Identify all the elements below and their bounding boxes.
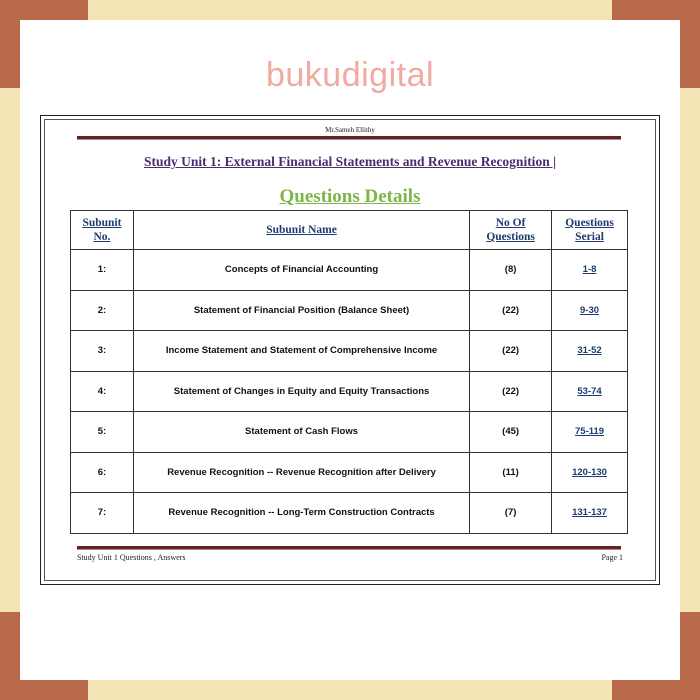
question-count-cell: (22) [470, 331, 552, 372]
subunit-name-cell: Statement of Cash Flows [133, 412, 469, 453]
table-row [71, 250, 628, 291]
question-serial-link[interactable]: 53-74 [552, 371, 628, 412]
header-questions-serial-line1: Questions [565, 217, 614, 229]
subunit-no-cell: 2: [71, 290, 134, 331]
header-no-of-questions [470, 211, 552, 250]
watermark-brand: bukudigital [265, 56, 435, 94]
table-row [71, 493, 628, 534]
question-count-cell: (8) [470, 250, 552, 291]
table-row [71, 331, 628, 372]
document-page [40, 115, 660, 585]
subunit-name-cell: Revenue Recognition -- Long-Term Construction Contracts [133, 493, 469, 534]
table-row [71, 452, 628, 493]
question-count-cell: (11) [470, 452, 552, 493]
subunit-name-cell: Concepts of Financial Accounting [133, 250, 469, 291]
image-card [20, 20, 680, 680]
question-serial-link[interactable]: 120-130 [552, 452, 628, 493]
header-subunit-no [71, 211, 134, 250]
subunit-no-cell: 1: [71, 250, 134, 291]
table-row [71, 371, 628, 412]
header-questions-serial [552, 211, 628, 250]
subunit-name-cell: Revenue Recognition -- Revenue Recognition after Delivery [133, 452, 469, 493]
subunit-no-cell: 6: [71, 452, 134, 493]
header-no-of-questions-line1: No Of [495, 217, 526, 229]
question-serial-link[interactable]: 31-52 [552, 331, 628, 372]
question-serial-link[interactable]: 75-119 [552, 412, 628, 453]
subunit-name-cell: Statement of Financial Position (Balance Sheet) [133, 290, 469, 331]
question-serial-link[interactable]: 9-30 [552, 290, 628, 331]
question-count-cell: (22) [470, 371, 552, 412]
question-serial-link[interactable]: 1-8 [552, 250, 628, 291]
footer-section-label: Study Unit 1 Questions , Answers [77, 553, 186, 562]
question-count-cell: (7) [470, 493, 552, 534]
questions-table [70, 210, 628, 534]
header-rule [77, 136, 621, 140]
document-subtitle: Questions Details [279, 186, 421, 207]
footer-rule [77, 546, 621, 550]
header-subunit-no-line2: No. [93, 231, 111, 243]
question-count-cell: (45) [470, 412, 552, 453]
footer-page-number: Page 1 [601, 553, 623, 562]
header-questions-serial-line2: Serial [575, 231, 604, 243]
table-row [71, 412, 628, 453]
question-count-cell: (22) [470, 290, 552, 331]
subunit-no-cell: 5: [71, 412, 134, 453]
subunit-no-cell: 7: [71, 493, 134, 534]
table-header-row [71, 211, 628, 250]
subunit-no-cell: 4: [71, 371, 134, 412]
document-title: Study Unit 1: External Financial Statements and Revenue Recognition | [143, 154, 557, 169]
subunit-no-cell: 3: [71, 331, 134, 372]
document-author: Mr.Sameh Ellithy [325, 126, 375, 134]
subunit-name-cell: Income Statement and Statement of Comprehensive Income [133, 331, 469, 372]
subunit-name-cell: Statement of Changes in Equity and Equity Transactions [133, 371, 469, 412]
header-no-of-questions-line2: Questions [486, 231, 535, 243]
header-subunit-name: Subunit Name [133, 211, 469, 250]
table-row [71, 290, 628, 331]
header-subunit-no-line1: Subunit [82, 217, 122, 229]
question-serial-link[interactable]: 131-137 [552, 493, 628, 534]
